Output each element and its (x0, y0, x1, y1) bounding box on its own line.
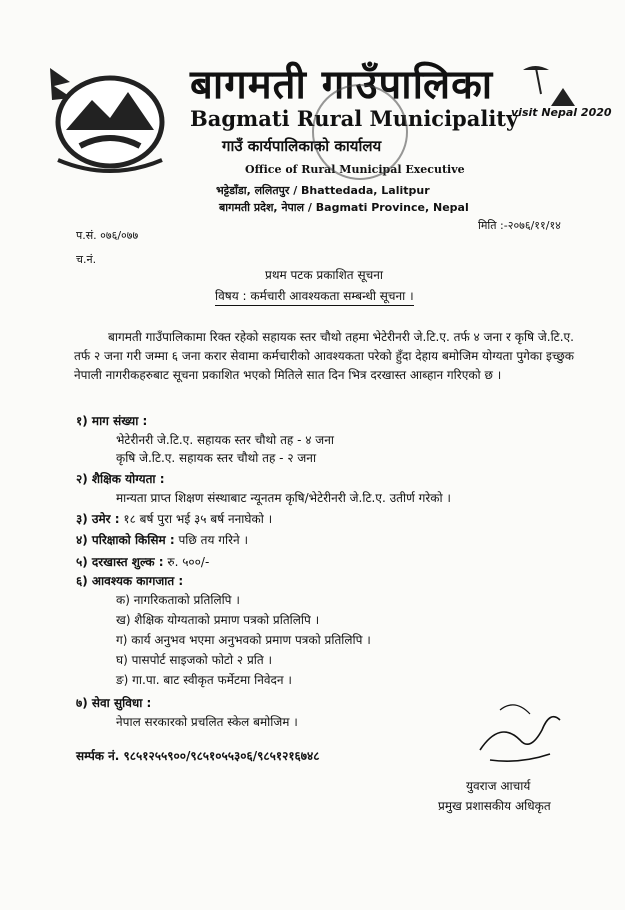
notice-paragraph: बागमती गाउँपालिकामा रिक्त रहेको सहायक स्तर चौथो तहमा भेटेरीनरी जे.टि.ए. तर्फ ४ जना र कृषि जे.टि.ए. तर्फ २ जना गरी जम्मा ६ जना करार सेवामा कर्मचारीको आवश्यकता परेको हुँदा देहाय बमोजिम योग्यता पुगेका इच्छुक नेपाली नागरीकहरुबाट सूचना प्रकाशित भएको मितिले सात दिन भित्र दरखास्त आब्हान गरिएको छ । (74, 330, 574, 382)
item-label: ३) उमेर : (76, 512, 120, 526)
address-line: भट्टेडाँडा, ललितपुर / Bhattedada, Lalitpur (216, 184, 430, 197)
office-np: गाउँ कार्यपालिकाको कार्यालय (222, 137, 382, 155)
item-line: भेटेरीनरी जे.टि.ए. सहायक स्तर चौथो तह - ४ जना (116, 433, 334, 447)
item-row (76, 553, 209, 570)
item-line: घ) पासपोर्ट साइजको फोटो २ प्रति । (116, 653, 273, 667)
visit-nepal-text: visit Nepal 2020 (511, 106, 612, 119)
province-line: बागमती प्रदेश, नेपाल / Bagmati Province, Nepal (219, 201, 469, 214)
item-line: ग) कार्य अनुभव भएमा अनुभवको प्रमाण पत्रको प्रतिलिपि । (116, 633, 371, 647)
item-label: ५) दरखास्त शुल्क : (76, 555, 164, 569)
office-seal (312, 84, 408, 180)
item-line: क) नागरिकताको प्रतिलिपि । (116, 593, 240, 607)
item-line: ख) शैक्षिक योग्यताको प्रमाण पत्रको प्रतिलिपि । (116, 613, 320, 627)
item-line: नेपाल सरकारको प्रचलित स्केल बमोजिम । (116, 715, 298, 729)
contact-numbers: सर्म्पक नं. ९८५१२५५९००/९८५१०५५३०६/९८५१२१६७४८ (76, 749, 320, 763)
government-emblem (40, 60, 178, 180)
item-label: ७) सेवा सुविधा : (76, 696, 152, 710)
notice-heading: प्रथम पटक प्रकाशित सूचना (265, 268, 383, 282)
title-np: बागमती गाउँपालिका (190, 62, 494, 108)
reference-cn: च.नं. (76, 253, 97, 266)
item-value: पछि तय गरिने । (178, 533, 249, 547)
item-label: ४) परिक्षाको किसिम : (76, 533, 175, 547)
item-row (76, 531, 248, 548)
signatory-title: प्रमुख प्रशासकीय अधिकृत (438, 799, 551, 813)
item-row (76, 510, 272, 527)
signatory-name: युवराज आचार्य (466, 779, 531, 793)
office-en: Office of Rural Municipal Executive (245, 163, 465, 176)
item-value: १८ बर्ष पुरा भई ३५ बर्ष ननाघेको । (123, 512, 273, 526)
reference-ps: प.सं. ०७६/०७७ (76, 229, 139, 242)
item-label: २) शैक्षिक योग्यता : (76, 472, 165, 486)
item-value: रु. ५००/- (167, 555, 210, 569)
item-label: ६) आवश्यक कागजात : (76, 574, 184, 588)
item-line: कृषि जे.टि.ए. सहायक स्तर चौथो तह - २ जना (116, 451, 317, 465)
notice-subject: विषय : कर्मचारी आवश्यकता सम्बन्धी सूचना । (215, 287, 414, 306)
letter-date: मिति :-२०७६/११/१४ (478, 219, 561, 232)
item-label: १) माग संख्या : (76, 414, 148, 428)
visit-nepal-logo (505, 62, 612, 132)
title-en: Bagmati Rural Municipality (190, 106, 519, 131)
item-line: मान्यता प्राप्त शिक्षण संस्थाबाट न्यूनतम कृषि/भेटेरीनरी जे.टि.ए. उतीर्ण गरेको । (116, 491, 451, 505)
item-line: ङ) गा.पा. बाट स्वीकृत फर्मेटमा निवेदन । (116, 673, 292, 687)
